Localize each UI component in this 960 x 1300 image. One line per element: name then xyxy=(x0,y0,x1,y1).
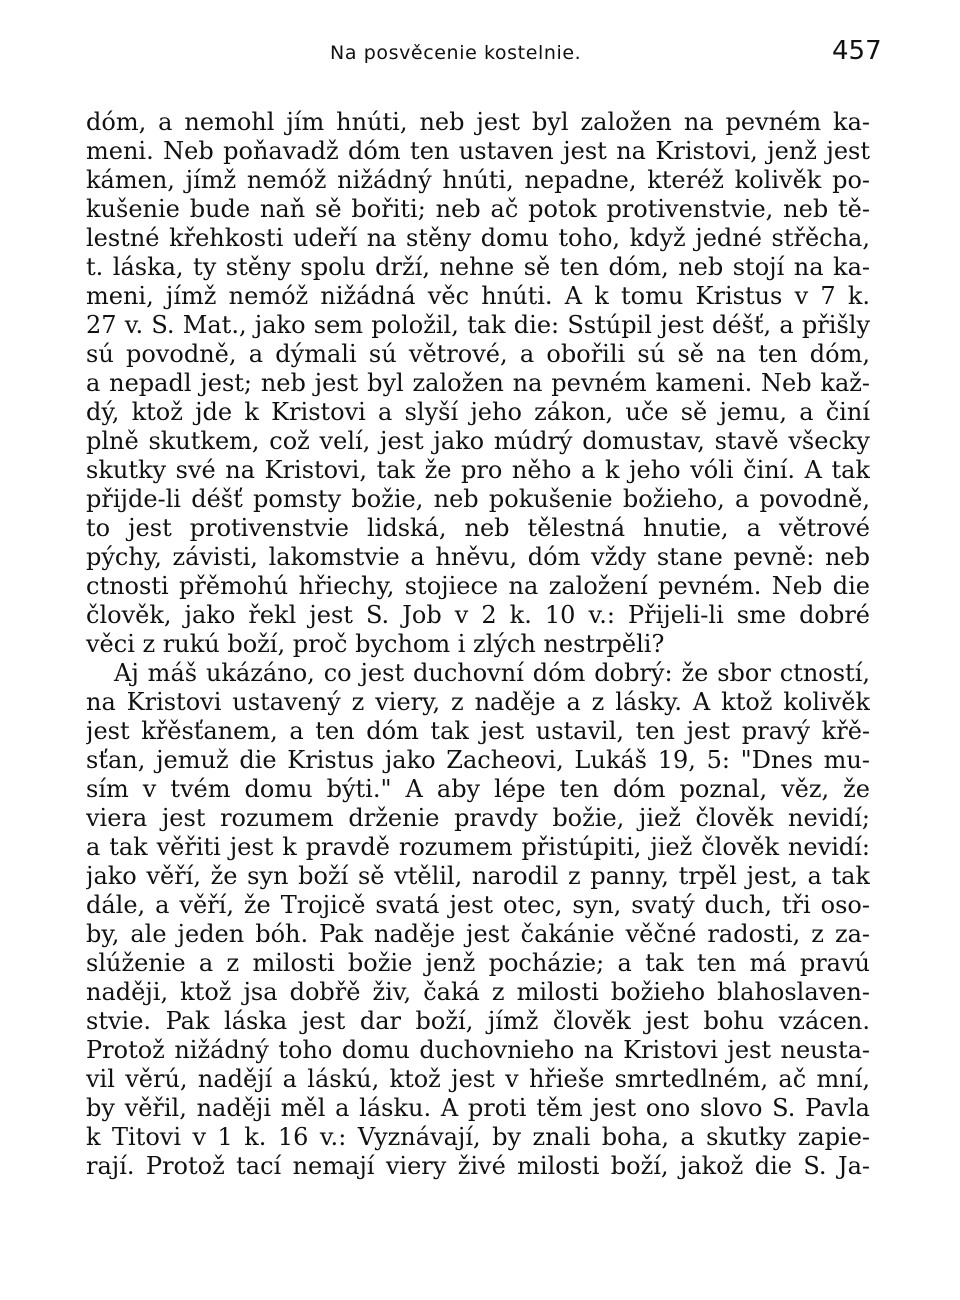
text-line: to jest protivenstvie lidská, neb tělestná hnutie, a větrové xyxy=(86,514,870,542)
text-line: pýchy, závisti, lakomstvie a hněvu, dóm vždy stane pevně: neb xyxy=(86,543,870,571)
text-line: sú povodně, a dýmali sú větrové, a obořili sú sě na ten dóm, xyxy=(86,340,870,368)
text-line: rají. Protož tací nemají viery živé milosti boží, jakož die S. Ja- xyxy=(86,1152,870,1180)
text-line: jako věří, že syn boží sě vtělil, narodil z panny, trpěl jest, a tak xyxy=(86,862,870,890)
text-line: meni, jímž nemóž nižádná věc hnúti. A k tomu Kristus v 7 k. xyxy=(86,282,870,310)
text-line: sťan, jemuž die Kristus jako Zacheovi, Lukáš 19, 5: "Dnes mu- xyxy=(86,746,870,774)
running-title: Na posvěcenie kostelnie. xyxy=(330,42,582,64)
text-line: dý, ktož jde k Kristovi a slyší jeho zákon, uče sě jemu, a činí xyxy=(86,398,870,426)
text-line: 27 v. S. Mat., jako sem položil, tak die: Sstúpil jest déšť, a přišly xyxy=(86,311,870,339)
text-line: slúženie a z milosti božie jenž pocházie; a tak ten má pravú xyxy=(86,949,870,977)
paragraph-start-line: Aj máš ukázáno, co jest duchovní dóm dobrý: že sbor ctností, xyxy=(114,659,870,687)
text-line: meni. Neb poňavadž dóm ten ustaven jest na Kristovi, jenž jest xyxy=(86,137,870,165)
text-line: plně skutkem, což velí, jest jako múdrý domustav, stavě všecky xyxy=(86,427,870,455)
text-line: přijde-li déšť pomsty božie, neb pokušenie božieho, a povodně, xyxy=(86,485,870,513)
text-line: stvie. Pak láska jest dar boží, jímž člověk jest bohu vzácen. xyxy=(86,1007,870,1035)
text-line: t. láska, ty stěny spolu drží, nehne sě ten dóm, neb stojí na ka- xyxy=(86,253,870,281)
text-line: lestné křehkosti udeří na stěny domu toho, když jedné střěcha, xyxy=(86,224,870,252)
text-line: kušenie bude naň sě bořiti; neb ač potok protivenstvie, neb tě- xyxy=(86,195,870,223)
text-line: kámen, jímž nemóž nižádný hnúti, nepadne, kteréž kolivěk po- xyxy=(86,166,870,194)
text-line: a nepadl jest; neb jest byl založen na pevném kameni. Neb kaž- xyxy=(86,369,870,397)
running-head xyxy=(0,36,960,76)
paragraph-end-line: věci z rukú boží, proč bychom i zlých nestrpěli? xyxy=(86,630,665,658)
body-text xyxy=(86,108,870,1181)
text-line: viera jest rozumem drženie pravdy božie, jiež člověk nevidí; xyxy=(86,804,870,832)
text-line: vil věrú, nadějí a láskú, ktož jest v hřieše smrtedlném, ač mní, xyxy=(86,1065,870,1093)
text-line: dóm, a nemohl jím hnúti, neb jest byl založen na pevném ka- xyxy=(86,108,870,136)
text-line: a tak věřiti jest k pravdě rozumem přistúpiti, jiež člověk nevidí: xyxy=(86,833,870,861)
text-line: člověk, jako řekl jest S. Job v 2 k. 10 v.: Přijeli-li sme dobré xyxy=(86,601,870,629)
text-line: k Titovi v 1 k. 16 v.: Vyznávají, by znali boha, a skutky zapie- xyxy=(86,1123,870,1151)
text-line: na Kristovi ustavený z viery, z naděje a z lásky. A ktož kolivěk xyxy=(86,688,870,716)
text-line: ctnosti přěmohú hřiechy, stojiece na založení pevném. Neb die xyxy=(86,572,870,600)
text-line: jest křěsťanem, a ten dóm tak jest ustavil, ten jest pravý křě- xyxy=(86,717,870,745)
text-line: by věřil, naději měl a lásku. A proti těm jest ono slovo S. Pavla xyxy=(86,1094,870,1122)
text-line: dále, a věří, že Trojicě svatá jest otec, syn, svatý duch, tři oso- xyxy=(86,891,870,919)
text-line: by, ale jeden bóh. Pak naděje jest čakánie věčné radosti, z za- xyxy=(86,920,870,948)
text-line: naději, ktož jsa dobřě živ, čaká z milosti božieho blahoslaven- xyxy=(86,978,870,1006)
text-line: Protož nižádný toho domu duchovnieho na Kristovi jest neusta- xyxy=(86,1036,870,1064)
text-line: skutky své na Kristovi, tak že pro něho a k jeho vóli činí. A tak xyxy=(86,456,870,484)
text-line: sím v tvém domu býti." A aby lépe ten dóm poznal, věz, že xyxy=(86,775,870,803)
page-number: 457 xyxy=(832,36,882,66)
